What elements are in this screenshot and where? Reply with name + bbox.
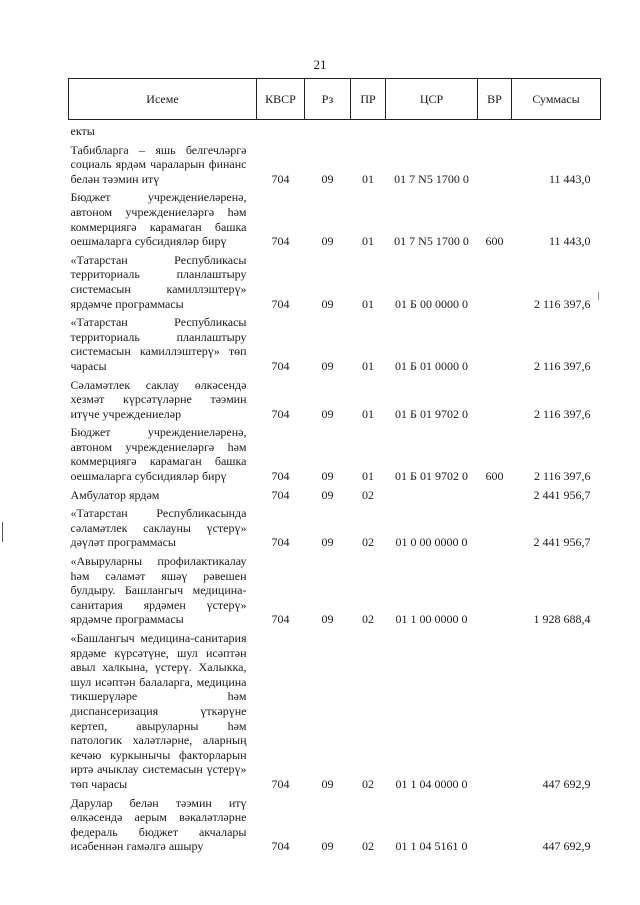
cell-name: «Татарстан Республикасында сәламәтлек саклауны үстерү» дәүләт программасы (70, 506, 247, 550)
cell-kvsr: 704 (271, 612, 290, 627)
cell-csr (386, 484, 478, 503)
cell-name: «Авыруларны профилактикалау һәм сәламәт яшәү рәвешен булдыру. Башлангыч медицина-санитария ярдәмен үстерү» ярдәмче программасы (70, 554, 247, 627)
cell-kvsr: 704 (271, 234, 290, 249)
cell-rz: 09 (321, 469, 334, 484)
table-row (69, 792, 601, 854)
cell-csr: 01 0 00 0000 0 (395, 535, 468, 550)
cell-kvsr: 704 (271, 296, 290, 311)
cell-kvsr: 704 (271, 839, 290, 854)
table-row (69, 311, 601, 373)
cell-csr: 01 7 N5 1700 0 (394, 234, 469, 249)
cell-vr (478, 120, 512, 139)
cell-name: Дарулар белән тәэмин итү өлкәсендә аерым вәкаләтләрне федераль бюджет акчалары исәбеннән гамәлгә ашыру (70, 795, 247, 854)
cell-name: Сәламәтлек саклау өлкәсендә хезмәт күрсәтүләрне тәэмин итүче учреждениеләр (70, 377, 247, 421)
page-number: 21 (313, 57, 327, 72)
cell-kvsr: 704 (271, 171, 290, 186)
header-pr: ПР (351, 79, 386, 120)
cell-kvsr (257, 120, 305, 139)
cell-pr: 01 (362, 469, 374, 484)
cell-pr: 02 (362, 612, 374, 627)
cell-name: «Башлангыч медицина-санитария ярдәме күрсәтүне, шул исәптән авыл халкына, үстерү. Халыкка, шул исәптән балаларга, медицина тикшерүләре һәм диспансеризация үткәрүне кертеп, авыруларны һәм патологик халәтләрне, аларның кечәю куркынычы факторларын иртә ачыклау системасын үстерү» төп чарасы (70, 631, 247, 791)
cell-sum: 2 116 397,6 (533, 296, 591, 311)
cell-rz: 09 (321, 358, 334, 373)
cell-pr: 01 (362, 406, 374, 421)
header-kvsr: КВСР (257, 79, 305, 120)
cell-vr (478, 139, 512, 187)
cell-pr: 02 (362, 487, 374, 502)
header-csr: ЦСР (386, 79, 478, 120)
cell-vr: 600 (485, 234, 504, 249)
cell-csr: 01 1 04 5161 0 (395, 839, 468, 854)
table-row (69, 249, 601, 311)
margin-mark (598, 292, 599, 300)
table-header-row (69, 79, 601, 120)
cell-csr: 01 Б 01 0000 0 (395, 358, 468, 373)
cell-pr: 02 (362, 776, 374, 791)
cell-vr (478, 484, 512, 503)
table-row (69, 139, 601, 187)
cell-csr: 01 Б 01 9702 0 (395, 469, 468, 484)
cell-rz: 09 (321, 234, 334, 249)
header-rz: Рз (305, 79, 351, 120)
cell-csr: 01 1 04 0000 0 (395, 776, 468, 791)
cell-kvsr: 704 (271, 469, 290, 484)
cell-vr (478, 550, 512, 627)
cell-sum: 11 443,0 (548, 171, 591, 186)
cell-sum: 11 443,0 (548, 234, 591, 249)
cell-pr: 01 (362, 171, 374, 186)
cell-rz: 09 (321, 487, 334, 502)
cell-rz: 09 (321, 839, 334, 854)
table-row (69, 550, 601, 627)
cell-rz: 09 (321, 296, 334, 311)
cell-kvsr: 704 (271, 776, 290, 791)
cell-name: «Татарстан Республикасы территориаль планлаштыру системасын камиллэштерү» ярдәмче программасы (70, 252, 247, 311)
cell-sum: 2 441 956,7 (533, 487, 591, 502)
cell-name: Бюджет учреждениеләренә, автоном учреждениеләргә һәм коммерциягә карамаган башка оешмаларга субсидияләр бирү (70, 190, 247, 249)
cell-rz: 09 (321, 776, 334, 791)
cell-csr (386, 120, 478, 139)
cell-sum: 447 692,9 (542, 776, 591, 791)
cell-vr (478, 502, 512, 550)
cell-name: Бюджет учреждениеләренә, автоном учреждениеләргә һәм коммерциягә карамаган башка оешмаларга субсидияләр бирү (70, 425, 247, 484)
cell-rz: 09 (321, 171, 334, 186)
margin-mark (2, 522, 3, 542)
table-row (69, 186, 601, 248)
cell-kvsr: 704 (271, 487, 290, 502)
budget-table (68, 78, 601, 854)
cell-name: екты (70, 124, 95, 138)
cell-csr: 01 1 00 0000 0 (395, 612, 468, 627)
header-name: Исеме (69, 79, 257, 120)
table-row (69, 374, 601, 422)
cell-pr (351, 120, 386, 139)
cell-sum: 2 116 397,6 (533, 469, 591, 484)
cell-pr: 01 (362, 358, 374, 373)
cell-pr: 02 (362, 535, 374, 550)
cell-csr: 01 Б 01 9702 0 (395, 406, 468, 421)
cell-vr (478, 627, 512, 792)
cell-vr (478, 249, 512, 311)
cell-rz: 09 (321, 406, 334, 421)
cell-name: Амбулатор ярдәм (70, 487, 160, 502)
cell-sum: 2 441 956,7 (533, 535, 591, 550)
cell-kvsr: 704 (271, 535, 290, 550)
cell-sum (512, 120, 601, 139)
table-row (69, 502, 601, 550)
header-sum: Суммасы (512, 79, 601, 120)
cell-rz: 09 (321, 612, 334, 627)
cell-rz (305, 120, 351, 139)
cell-name: Табибларга – яшь белгечләргә социаль ярдәм чараларын финанс белән тәэмин итү (70, 142, 247, 186)
cell-pr: 02 (362, 839, 374, 854)
table-row (69, 627, 601, 792)
cell-vr: 600 (485, 469, 504, 484)
cell-vr (478, 792, 512, 854)
cell-pr: 01 (362, 234, 374, 249)
table-row (69, 421, 601, 483)
table-row (69, 484, 601, 503)
table-row (69, 120, 601, 139)
cell-sum: 2 116 397,6 (533, 358, 591, 373)
cell-pr: 01 (362, 296, 374, 311)
cell-name: «Татарстан Республикасы территориаль планлаштыру системасын камиллэштерү» төп чарасы (70, 315, 247, 373)
cell-sum: 2 116 397,6 (533, 406, 591, 421)
cell-sum: 1 928 688,4 (533, 612, 591, 627)
cell-kvsr: 704 (271, 406, 290, 421)
cell-rz: 09 (321, 535, 334, 550)
cell-sum: 447 692,9 (542, 839, 591, 854)
cell-vr (478, 374, 512, 422)
cell-kvsr: 704 (271, 358, 290, 373)
cell-csr: 01 7 N5 1700 0 (394, 171, 469, 186)
header-vr: ВР (478, 79, 512, 120)
cell-csr: 01 Б 00 0000 0 (395, 296, 468, 311)
cell-vr (478, 311, 512, 373)
